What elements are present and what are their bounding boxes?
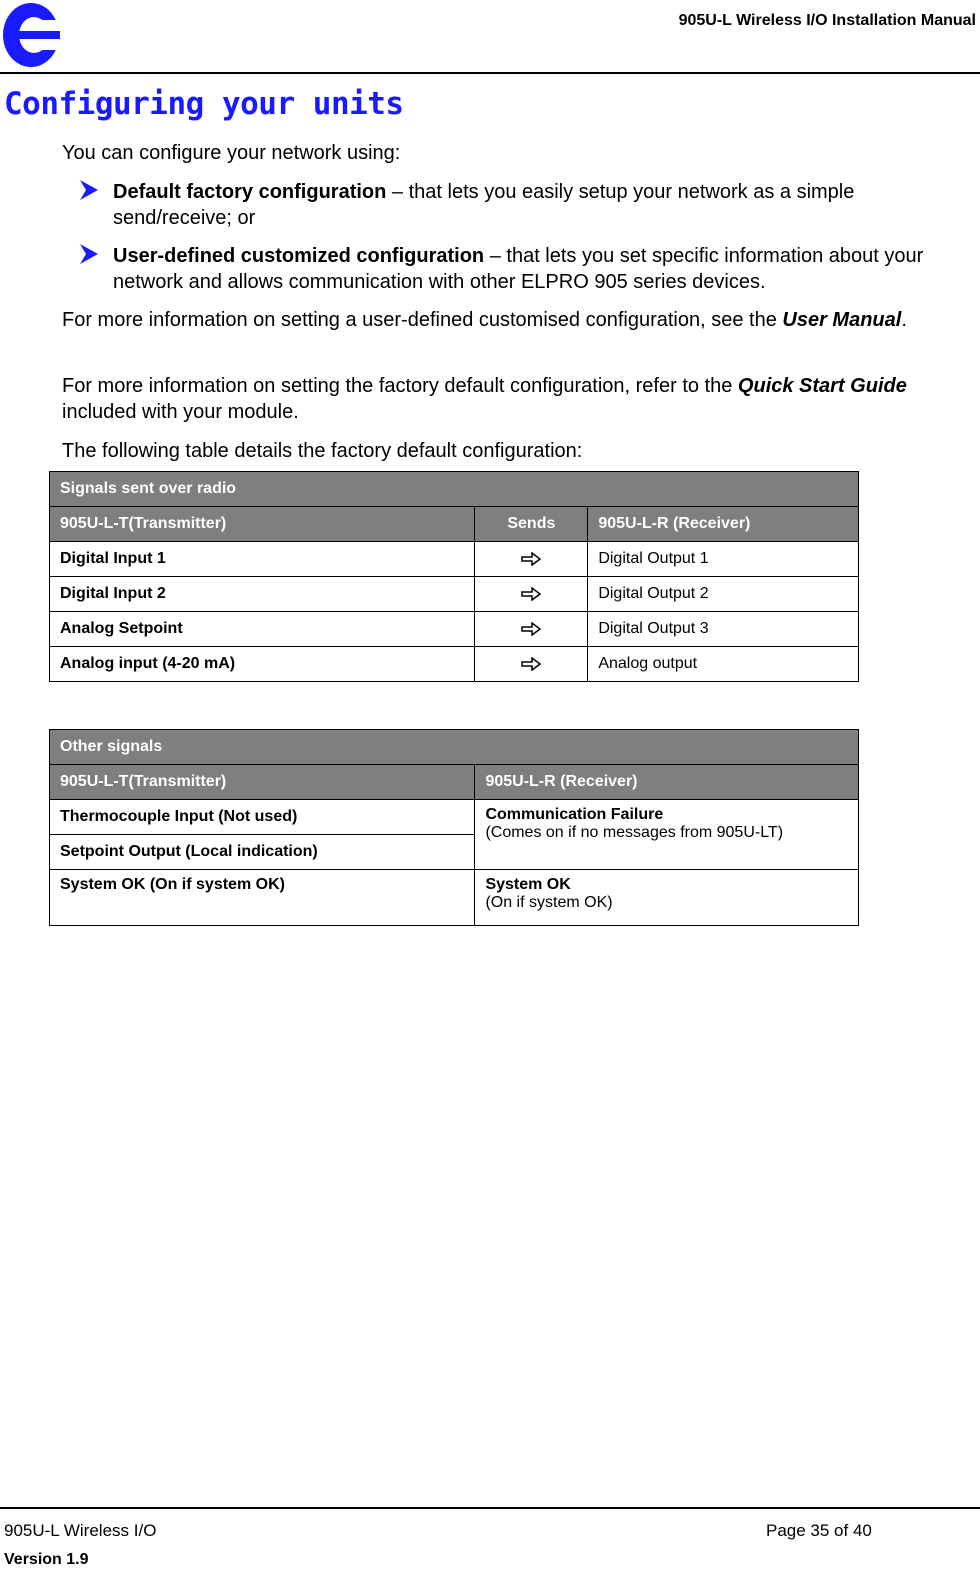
bullet-arrow-icon xyxy=(78,178,100,202)
table-row xyxy=(50,647,859,682)
paragraph-text: included with your module. xyxy=(62,401,299,423)
transmitter-cell: Setpoint Output (Local indication) xyxy=(50,835,475,870)
receiver-cell: Digital Output 1 xyxy=(588,542,859,577)
signals-sent-table xyxy=(49,471,859,682)
sends-cell xyxy=(475,577,588,612)
table-intro-text: The following table details the factory default configuration: xyxy=(62,440,583,462)
column-header-receiver: 905U-L-R (Receiver) xyxy=(475,765,859,800)
quick-start-reference: Quick Start Guide xyxy=(737,375,907,397)
table-row xyxy=(50,870,859,926)
user-manual-reference: User Manual xyxy=(782,309,902,331)
receiver-cell: Digital Output 2 xyxy=(588,577,859,612)
table-row xyxy=(50,612,859,647)
right-arrow-icon xyxy=(521,552,541,566)
column-header-transmitter: 905U-L-T(Transmitter) xyxy=(50,765,475,800)
comm-failure-cell xyxy=(475,800,859,870)
transmitter-cell: Digital Input 2 xyxy=(50,577,475,612)
sends-cell xyxy=(475,647,588,682)
system-ok-detail: (On if system OK) xyxy=(485,894,613,911)
quick-start-paragraph xyxy=(62,373,972,425)
table-row xyxy=(50,800,859,835)
other-signals-table xyxy=(49,729,859,926)
right-arrow-icon xyxy=(521,587,541,601)
bullet-default-config xyxy=(62,179,977,231)
bullet-user-config xyxy=(62,243,977,295)
intro-text: You can configure your network using: xyxy=(62,142,401,164)
receiver-cell: Digital Output 3 xyxy=(588,612,859,647)
page-header xyxy=(0,0,980,74)
transmitter-cell: Analog input (4-20 mA) xyxy=(50,647,475,682)
version-label: Version 1.9 xyxy=(4,1551,89,1568)
table-title: Signals sent over radio xyxy=(50,472,859,507)
page-title: Configuring your units xyxy=(4,86,404,122)
header-title: 905U-L Wireless I/O Installation Manual xyxy=(678,12,976,29)
right-arrow-icon xyxy=(521,622,541,636)
paragraph-text: For more information on setting a user-defined customised configuration, see the xyxy=(62,309,783,331)
table-row xyxy=(50,542,859,577)
sends-cell xyxy=(475,542,588,577)
header-divider xyxy=(0,72,980,74)
bullet-bold-label: Default factory configuration xyxy=(113,181,387,203)
user-manual-paragraph xyxy=(62,307,972,333)
table-row xyxy=(50,577,859,612)
sends-cell xyxy=(475,612,588,647)
system-ok-cell xyxy=(475,870,859,926)
table-header-row xyxy=(50,765,859,800)
receiver-cell: Analog output xyxy=(588,647,859,682)
comm-failure-detail: (Comes on if no messages from 905U-LT) xyxy=(485,824,784,841)
footer-divider xyxy=(0,1507,980,1509)
table-title: Other signals xyxy=(50,730,859,765)
bullet-arrow-icon xyxy=(78,242,100,266)
bullet-text: – that lets you easily setup your network as a simple send/receive; or xyxy=(113,181,855,229)
page-number: Page 35 of 40 xyxy=(766,1521,872,1540)
company-logo-icon xyxy=(2,2,60,68)
paragraph-text: For more information on setting the factory default configuration, refer to the xyxy=(62,375,738,397)
paragraph-text: . xyxy=(901,309,907,331)
column-header-sends: Sends xyxy=(475,507,588,542)
transmitter-cell: Digital Input 1 xyxy=(50,542,475,577)
system-ok-title: System OK xyxy=(485,876,571,893)
transmitter-cell: Thermocouple Input (Not used) xyxy=(50,800,475,835)
comm-failure-title: Communication Failure xyxy=(485,806,664,823)
transmitter-cell: Analog Setpoint xyxy=(50,612,475,647)
table-title-row xyxy=(50,730,859,765)
column-header-receiver: 905U-L-R (Receiver) xyxy=(588,507,859,542)
transmitter-cell: System OK (On if system OK) xyxy=(50,870,475,926)
table-title-row xyxy=(50,472,859,507)
footer-product: 905U-L Wireless I/O xyxy=(4,1521,157,1540)
column-header-transmitter: 905U-L-T(Transmitter) xyxy=(50,507,475,542)
right-arrow-icon xyxy=(521,657,541,671)
table-header-row xyxy=(50,507,859,542)
bullet-text: – that lets you set specific information about your network and allows communication with other ELPRO 905 series devices. xyxy=(113,245,924,293)
bullet-bold-label: User-defined customized configuration xyxy=(113,245,485,267)
